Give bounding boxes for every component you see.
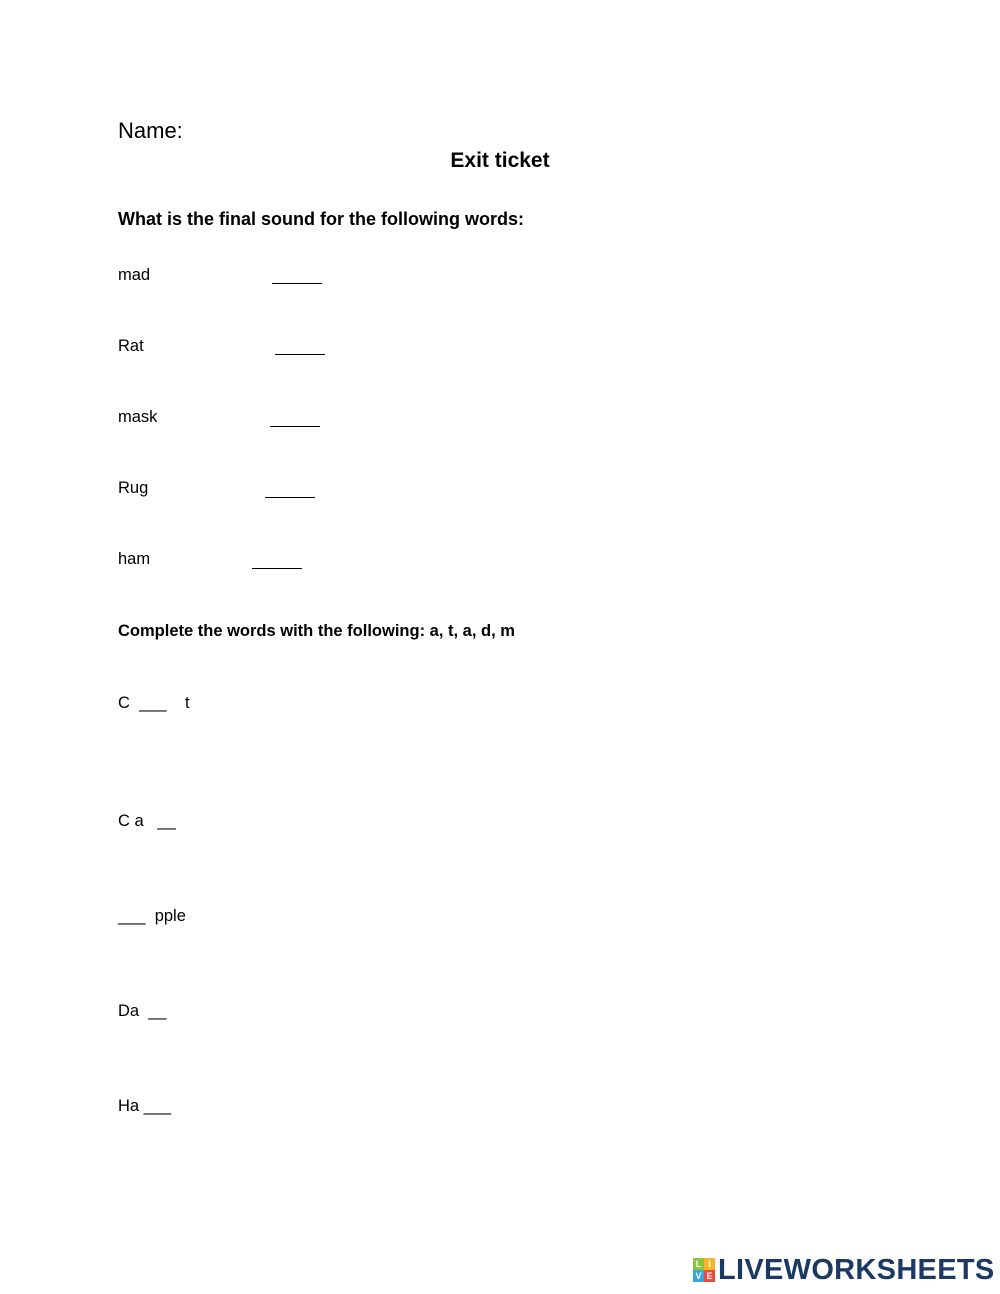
section2-instruction: Complete the words with the following: a, t, a, d, m: [118, 622, 515, 640]
fill-word-2[interactable]: C a __: [118, 812, 176, 830]
fill-word-5[interactable]: Ha ___: [118, 1097, 172, 1115]
fill-word-3[interactable]: ___ pple: [118, 907, 186, 925]
name-label: Name:: [118, 118, 183, 143]
answer-blank-rug[interactable]: [265, 497, 315, 498]
word-ham: ham: [118, 550, 151, 568]
answer-blank-mad[interactable]: [272, 283, 322, 284]
word-rug: Rug: [118, 479, 149, 497]
logo-text: LIVEWORKSHEETS: [718, 1253, 995, 1286]
answer-blank-rat[interactable]: [275, 354, 325, 355]
page-title: Exit ticket: [450, 149, 550, 172]
liveworksheets-logo: [693, 1255, 995, 1285]
word-rat: Rat: [118, 337, 144, 355]
answer-blank-mask[interactable]: [270, 426, 320, 427]
fill-word-1[interactable]: C ___ t: [118, 694, 190, 712]
answer-blank-ham[interactable]: [252, 568, 302, 569]
live-badge-icon: L I V E: [693, 1258, 715, 1282]
word-mad: mad: [118, 266, 151, 284]
word-mask: mask: [118, 408, 158, 426]
fill-word-4[interactable]: Da __: [118, 1002, 167, 1020]
section1-instruction: What is the final sound for the following words:: [118, 209, 524, 229]
